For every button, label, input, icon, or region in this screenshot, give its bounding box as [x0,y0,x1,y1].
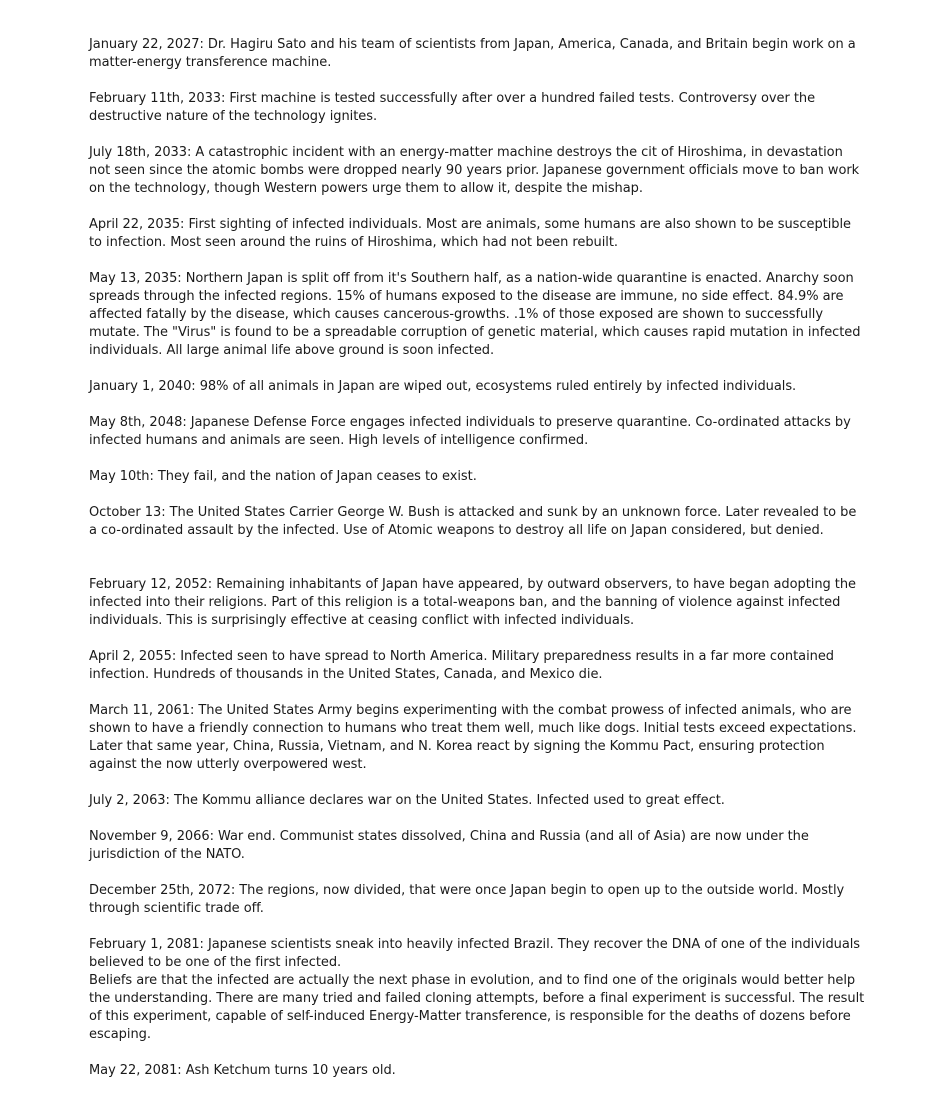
timeline-entry-may-10: May 10th: They fail, and the nation of Japan ceases to exist. [89,469,477,484]
document-body [89,36,865,1098]
timeline-entry-2081-may: May 22, 2081: Ash Ketchum turns 10 years old. [89,1063,396,1078]
timeline-entry-2048: May 8th, 2048: Japanese Defense Force engages infected individuals to preserve quarantine. Co-ordinated attacks by infected humans and animals are seen. High levels of intelligence confirmed. [89,415,851,448]
timeline-entry-2063: July 2, 2063: The Kommu alliance declares war on the United States. Infected used to great effect. [89,793,725,808]
timeline-entry-2027: January 22, 2027: Dr. Hagiru Sato and his team of scientists from Japan, America, Canada, and Britain begin work on a matter-energy transference machine. [89,37,856,70]
timeline-entry-2035-may: May 13, 2035: Northern Japan is split off from it's Southern half, as a nation-wide quarantine is enacted. Anarchy soon spreads through the infected regions. 15% of humans exposed to the disease are immune, no side effect. 84.9% are affected fatally by the disease, which causes cancerous-growths. .1% of those exposed are shown to successfully mutate. The "Virus" is found to be a spreadable corruption of genetic material, which causes rapid mutation in infected individuals. All large animal life above ground is soon infected. [89,271,861,358]
timeline-entry-2072: December 25th, 2072: The regions, now divided, that were once Japan begin to open up to the outside world. Mostly through scientific trade off. [89,883,845,916]
timeline-entry-2055: April 2, 2055: Infected seen to have spread to North America. Military preparedness results in a far more contained infection. Hundreds of thousands in the United States, Canada, and Mexico die. [89,649,834,682]
timeline-entry-2035-apr: April 22, 2035: First sighting of infected individuals. Most are animals, some humans are also shown to be susceptible to infection. Most seen around the ruins of Hiroshima, which had not been rebuilt. [89,217,851,250]
timeline-entry-2033-feb: February 11th, 2033: First machine is tested successfully after over a hundred failed tests. Controversy over the destructive nature of the technology ignites. [89,91,816,124]
timeline-entry-2061: March 11, 2061: The United States Army begins experimenting with the combat prowess of infected animals, who are shown to have a friendly connection to humans who treat them well, much like dogs. Initial tests exceed expectations. Later that same year, China, Russia, Vietnam, and N. Korea react by signing the Kommu Pact, ensuring protection against the now utterly overpowered west. [89,703,857,772]
timeline-entry-oct-13: October 13: The United States Carrier George W. Bush is attacked and sunk by an unknown force. Later revealed to be a co-ordinated assault by the infected. Use of Atomic weapons to destroy all life on Japan considered, but denied. [89,505,857,538]
timeline-entry-2052: February 12, 2052: Remaining inhabitants of Japan have appeared, by outward observers, to have began adopting the infected into their religions. Part of this religion is a total-weapons ban, and the banning of violence against infected individuals. This is surprisingly effective at ceasing conflict with infected individuals. [89,577,856,628]
timeline-entry-2066: November 9, 2066: War end. Communist states dissolved, China and Russia (and all of Asia) are now under the jurisdiction of the NATO. [89,829,809,862]
timeline-entry-2081-feb: February 1, 2081: Japanese scientists sneak into heavily infected Brazil. They recover the DNA of one of the individuals believed to be one of the first infected. Beliefs are that the infected are actually the next phase in evolution, and to find one of the originals would better help the understanding. There are many tried and failed cloning attempts, before a final experiment is successful. The result of this experiment, capable of self-induced Energy-Matter transference, is responsible for the deaths of dozens before escaping. [89,937,865,1042]
timeline-entry-2033-jul: July 18th, 2033: A catastrophic incident with an energy-matter machine destroys the cit of Hiroshima, in devastation not seen since the atomic bombs were dropped nearly 90 years prior. Japanese government officials move to ban work on the technology, though Western powers urge them to allow it, despite the mishap. [89,145,860,196]
timeline-entry-2040: January 1, 2040: 98% of all animals in Japan are wiped out, ecosystems ruled entirely by infected individuals. [89,379,797,394]
